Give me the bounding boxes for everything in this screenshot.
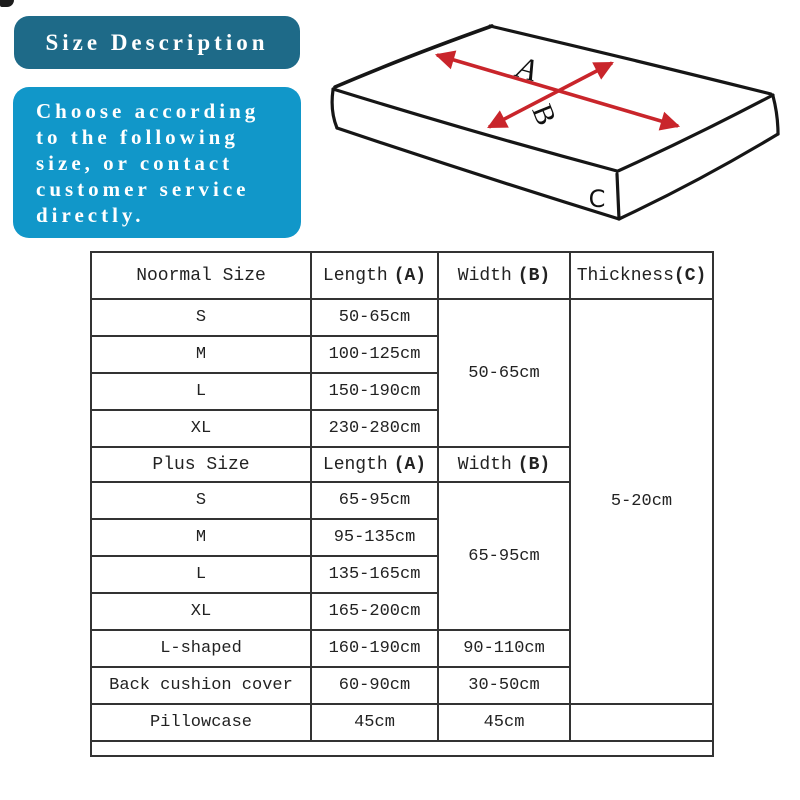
mattress-diagram (300, 5, 800, 245)
label-a: A (513, 49, 542, 88)
thickness-merged-cell: 5-20cm (570, 299, 713, 704)
size-cell: L (91, 373, 311, 410)
note-line: to the following (36, 125, 239, 149)
length-cell: 160-190cm (311, 630, 438, 667)
table-row (91, 741, 713, 756)
item-cell: Pillowcase (91, 704, 311, 741)
header-plus-size: Plus Size (91, 447, 311, 482)
length-cell: 50-65cm (311, 299, 438, 336)
item-cell: Back cushion cover (91, 667, 311, 704)
length-cell: 100-125cm (311, 336, 438, 373)
length-cell: 150-190cm (311, 373, 438, 410)
length-cell: 65-95cm (311, 482, 438, 519)
size-cell: M (91, 519, 311, 556)
size-cell: L (91, 556, 311, 593)
length-cell: 230-280cm (311, 410, 438, 447)
table-header-row (91, 252, 713, 299)
length-cell: 45cm (311, 704, 438, 741)
size-cell: XL (91, 593, 311, 630)
note-line: directly. (36, 203, 145, 227)
header-length: Length (A) (311, 447, 438, 482)
header-normal-size: Noormal Size (91, 252, 311, 299)
size-cell: S (91, 482, 311, 519)
note-line: Choose according (36, 99, 260, 123)
width-cell: 30-50cm (438, 667, 570, 704)
header-width: Width (B) (438, 252, 570, 299)
empty-bottom-row (91, 741, 713, 756)
item-cell: L-shaped (91, 630, 311, 667)
size-description-title: Size Description (45, 29, 269, 55)
size-cell: XL (91, 410, 311, 447)
length-cell: 60-90cm (311, 667, 438, 704)
size-table (90, 251, 714, 757)
size-cell: S (91, 299, 311, 336)
width-cell: 45cm (438, 704, 570, 741)
length-cell: 135-165cm (311, 556, 438, 593)
table-row (91, 704, 713, 741)
header-thickness: Thickness(C) (570, 252, 713, 299)
width-merged-cell: 65-95cm (438, 482, 570, 630)
note-line: customer service (36, 177, 250, 201)
length-cell: 165-200cm (311, 593, 438, 630)
table-row (91, 299, 713, 336)
length-cell: 95-135cm (311, 519, 438, 556)
mattress-outline (332, 26, 778, 219)
width-merged-cell: 50-65cm (438, 299, 570, 447)
size-description-badge (14, 16, 300, 69)
header-length: Length (A) (311, 252, 438, 299)
corner-artifact (0, 0, 14, 7)
width-cell: 90-110cm (438, 630, 570, 667)
note-line: size, or contact (36, 151, 234, 175)
size-note-badge (13, 87, 301, 238)
size-cell: M (91, 336, 311, 373)
label-b: B (525, 99, 563, 130)
thickness-empty-cell (570, 704, 713, 741)
header-width: Width (B) (438, 447, 570, 482)
label-c: C (588, 185, 606, 213)
